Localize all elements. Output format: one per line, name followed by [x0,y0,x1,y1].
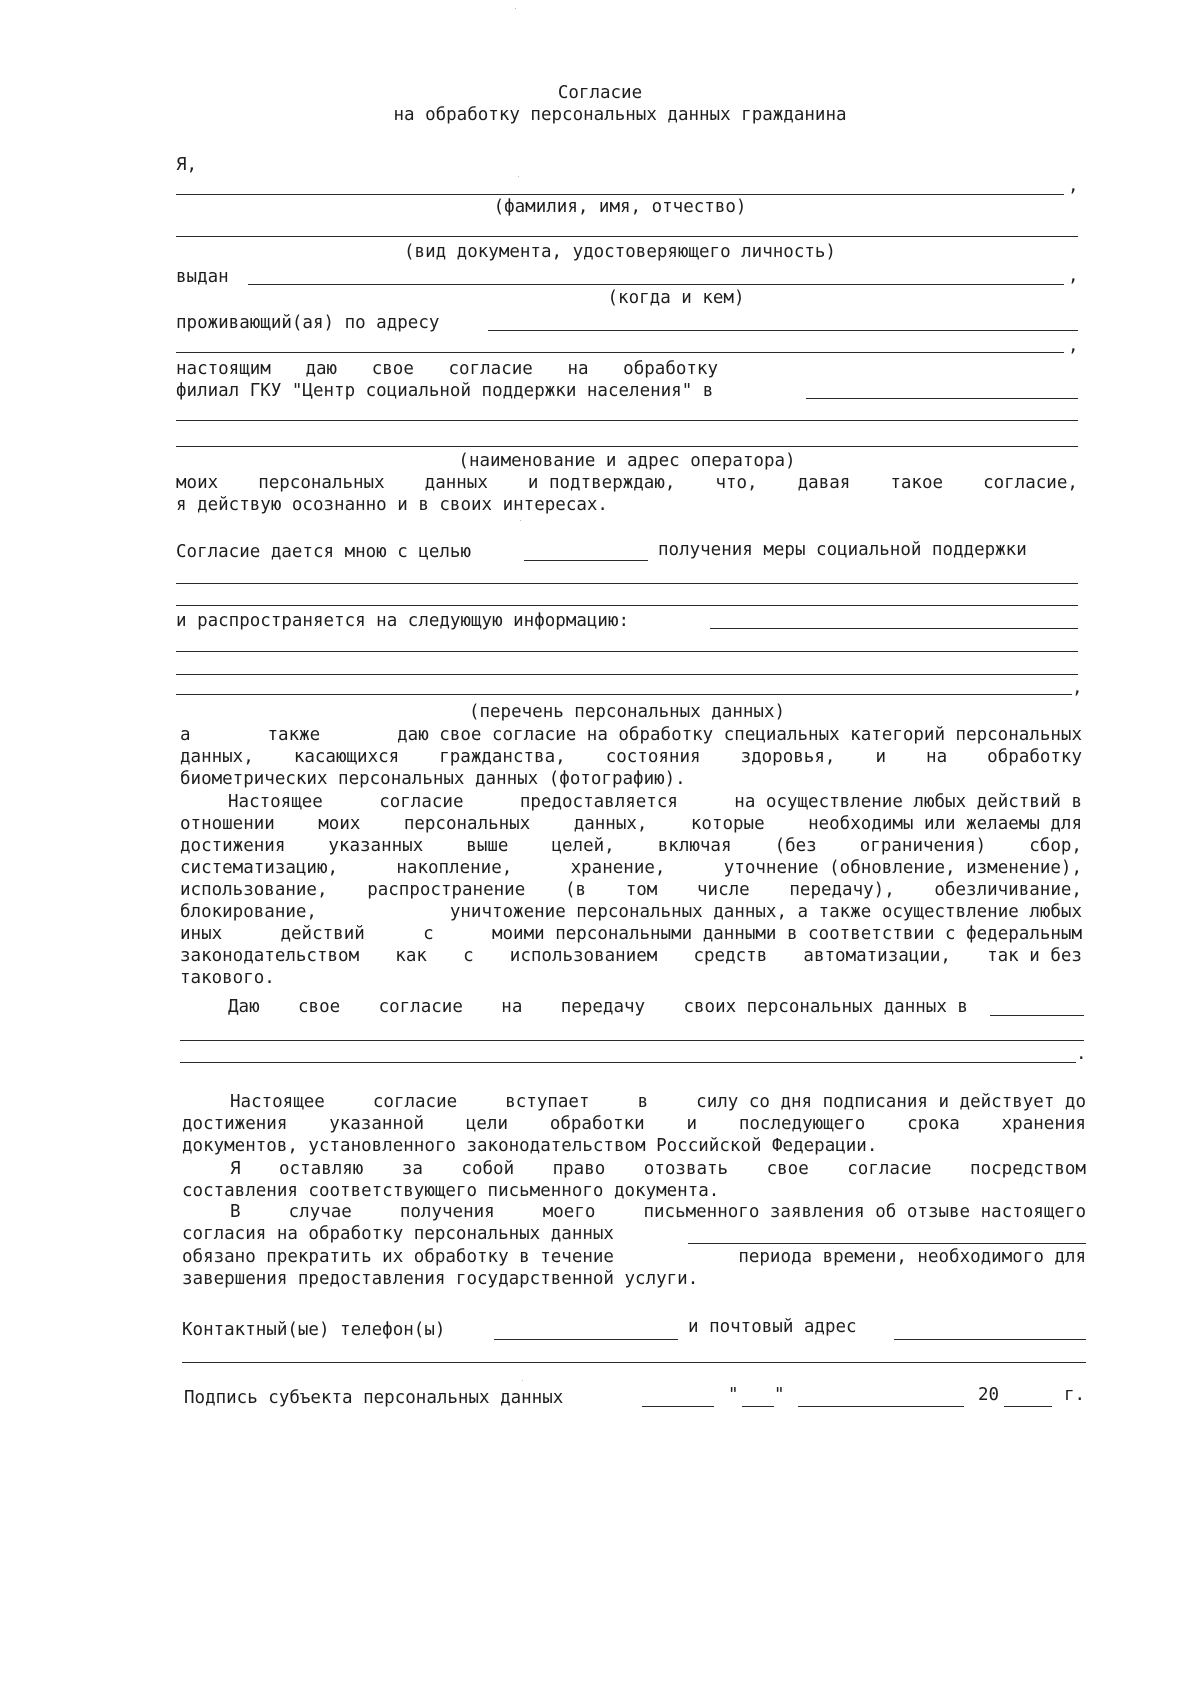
signature-label: Подпись субъекта персональных данных [184,1388,564,1408]
form-subtitle: на обработку персональных данных гражданина [393,105,847,125]
applies-label: и распространяется на следующую информацию: [176,611,630,631]
scan-speck [522,1380,523,1381]
actions-line-9: такового. [180,968,275,988]
year-line[interactable] [1004,1406,1052,1407]
actions-line-2: отношении моих персональных данных, которые необходимы или желаемы для [180,814,1082,834]
day-line[interactable] [742,1406,774,1407]
purpose-line-3[interactable] [176,605,1078,606]
special-line-3: биометрических персональных данных (фотографию). [180,769,686,789]
form-title: Согласие [557,83,643,103]
info-line-4[interactable] [176,694,1072,695]
transfer-line-2[interactable] [180,1040,1084,1041]
transfer-period: . [1076,1044,1087,1064]
scan-speck [518,176,519,177]
purpose-line-2[interactable] [176,583,1078,584]
actions-line-3: достижения указанных выше целей, включая (без ограничения) сбор, [180,836,1082,856]
mail-label: и почтовый адрес [688,1317,857,1337]
branch-city-line[interactable] [806,398,1078,399]
info-line-2[interactable] [176,651,1078,652]
quote-close: " [774,1385,785,1405]
obliged-line-1: обязано прекратить их обработку в течение периода времени, необходимого для [182,1247,1086,1267]
info-line-3[interactable] [176,674,1078,675]
operator-caption: (наименование и адрес оператора) [458,451,796,471]
purpose-code-line[interactable] [524,560,648,561]
ya-label: Я, [176,155,198,175]
actions-line-8: законодательством как с использованием средств автоматизации, так и без [180,946,1082,966]
branch-text: филиал ГКУ "Центр социальной поддержки населения" в [176,381,714,401]
my-data-line: моих персональных данных и подтверждаю, что, давая такое согласие, [176,473,1078,493]
actions-line-1: Настоящее согласие предоставляется на осуществление любых действий в [228,792,1082,812]
fio-line[interactable] [176,194,1064,195]
document-caption: (вид документа, удостоверяющего личность) [404,242,836,262]
validity-line-2: достижения указанной цели обработки и последующего срока хранения [182,1114,1086,1134]
signature-line[interactable] [642,1406,714,1407]
purpose-text: получения меры социальной поддержки [658,540,1027,560]
scan-speck [515,8,516,9]
address-comma: , [1068,336,1079,356]
info-line-1[interactable] [710,628,1078,629]
info-comma: , [1072,678,1083,698]
obliged-line-2: завершения предоставления государственной услуги. [182,1269,699,1289]
case-operator-line[interactable] [688,1243,1086,1244]
special-line-2: данных, касающихся гражданства, состояния здоровья, и на обработку [180,747,1082,767]
issued-caption: (когда и кем) [607,288,745,308]
quote-open: " [728,1385,739,1405]
fio-comma: , [1068,176,1079,196]
fio-caption: (фамилия, имя, отчество) [493,197,747,217]
mail-line-1[interactable] [894,1339,1086,1340]
mail-line-2[interactable] [182,1362,1086,1363]
actions-line-6: блокирование, уничтожение персональных данных, а также осуществление любых [180,902,1082,922]
address-line-1[interactable] [488,330,1078,331]
conscious-line: я действую осознанно и в своих интересах. [176,495,608,515]
operator-line-1[interactable] [176,420,1078,421]
case-line-1: В случае получения моего письменного заявления об отзыве настоящего [230,1202,1086,1222]
month-line[interactable] [798,1406,964,1407]
operator-line-2[interactable] [176,446,1078,447]
address-line-2[interactable] [176,352,1064,353]
transfer-line-3[interactable] [180,1062,1076,1063]
revoke-line-2: составления соответствующего письменного документа. [182,1181,720,1201]
year-prefix: 20 [978,1385,1000,1405]
actions-line-5: использование, распространение (в том числе передачу), обезличивание, [180,880,1082,900]
phone-label: Контактный(ые) телефон(ы) [182,1320,446,1340]
issued-comma: , [1068,266,1079,286]
year-suffix: г. [1064,1385,1086,1405]
document-line[interactable] [176,236,1078,237]
purpose-label: Согласие дается мною с целью [176,542,472,562]
actions-line-7: иных действий с моими персональными данными в соответствии с федеральным [180,924,1082,944]
validity-line-1: Настоящее согласие вступает в силу со дня подписания и действует до [230,1092,1086,1112]
consent-line: настоящим даю свое согласие на обработку [176,359,718,379]
transfer-line-1[interactable] [990,1015,1084,1016]
address-label: проживающий(ая) по адресу [176,313,440,333]
actions-line-4: систематизацию, накопление, хранение, уточнение (обновление, изменение), [180,858,1082,878]
issued-label: выдан [176,267,229,287]
list-caption: (перечень персональных данных) [468,702,786,722]
issued-line[interactable] [248,284,1064,285]
revoke-line-1: Я оставляю за собой право отозвать свое согласие посредством [230,1159,1086,1179]
validity-line-3: документов, установленного законодательством Российской Федерации. [182,1136,878,1156]
phone-line[interactable] [494,1339,678,1340]
special-line-1: а также даю свое согласие на обработку специальных категорий персональных [180,725,1082,745]
transfer-line: Даю свое согласие на передачу своих персональных данных в [228,997,968,1017]
scan-speck [520,520,521,521]
case-label: согласия на обработку персональных данных [182,1224,614,1244]
